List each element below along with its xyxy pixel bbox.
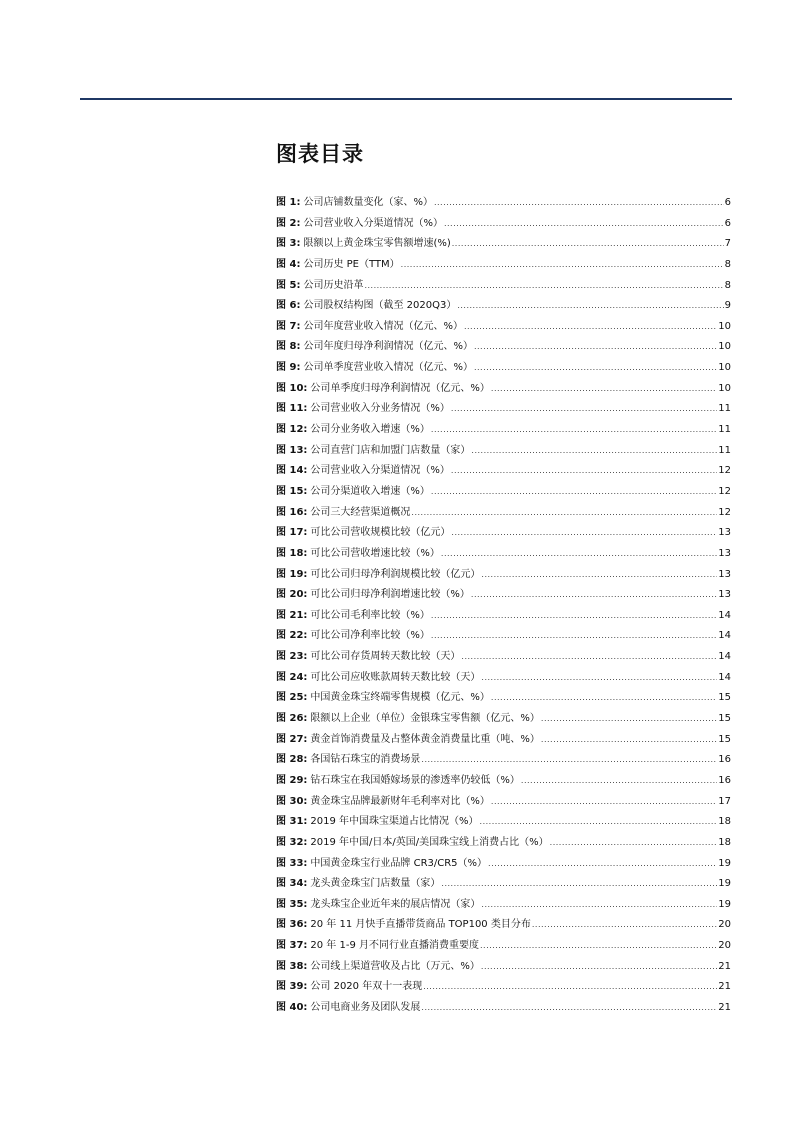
toc-dot-leader bbox=[431, 606, 717, 627]
toc-entry-page: 6 bbox=[724, 197, 731, 208]
toc-dot-leader bbox=[431, 420, 717, 441]
toc-entry[interactable] bbox=[276, 874, 731, 895]
toc-entry-text: 可比公司归母净利润增速比较（%） bbox=[310, 589, 470, 601]
toc-entry-page: 10 bbox=[718, 341, 731, 353]
toc-entry-text: 龙头黄金珠宝门店数量（家） bbox=[310, 878, 441, 890]
toc-entry[interactable] bbox=[276, 895, 731, 916]
toc-dot-leader bbox=[480, 812, 718, 833]
toc-entry-label: 图 21: bbox=[276, 609, 308, 621]
toc-dot-leader bbox=[550, 833, 718, 854]
toc-entry[interactable] bbox=[276, 214, 731, 235]
toc-entry-text: 公司分业务收入增速（%） bbox=[310, 424, 430, 436]
toc-dot-leader bbox=[444, 214, 724, 235]
toc-dot-leader bbox=[491, 379, 717, 400]
toc-entry-text: 各国钻石珠宝的消费场景 bbox=[310, 754, 421, 766]
toc-entry-label: 图 3: bbox=[276, 238, 301, 250]
toc-entry-page: 14 bbox=[718, 651, 731, 663]
toc-entry-text: 公司店铺数量变化（家、%） bbox=[303, 197, 433, 208]
toc-entry-text: 公司年度营业收入情况（亿元、%） bbox=[303, 320, 463, 332]
toc-dot-leader bbox=[481, 957, 717, 978]
toc-entry[interactable] bbox=[276, 998, 731, 1019]
toc-entry[interactable] bbox=[276, 544, 731, 565]
toc-entry-text: 龙头珠宝企业近年来的展店情况（家） bbox=[310, 898, 481, 910]
toc-entry-page: 13 bbox=[718, 589, 731, 601]
toc-entry-label: 图 33: bbox=[276, 857, 308, 869]
toc-entry-text: 20 年 11 月快手直播带货商品 TOP100 类目分布 bbox=[310, 919, 531, 931]
toc-entry-page: 19 bbox=[718, 857, 731, 869]
toc-entry-page: 15 bbox=[718, 713, 731, 725]
table-of-figures bbox=[276, 193, 731, 1019]
toc-entry-text: 20 年 1-9 月不同行业直播消费重要度 bbox=[310, 940, 479, 952]
toc-dot-leader bbox=[541, 709, 717, 730]
toc-entry[interactable] bbox=[276, 379, 731, 400]
toc-entry[interactable] bbox=[276, 771, 731, 792]
toc-dot-leader bbox=[451, 461, 717, 482]
toc-entry-page: 10 bbox=[718, 362, 731, 374]
toc-entry-page: 16 bbox=[718, 754, 731, 766]
toc-entry-label: 图 24: bbox=[276, 671, 308, 683]
toc-entry-label: 图 22: bbox=[276, 630, 308, 642]
toc-dot-leader bbox=[481, 668, 717, 689]
toc-entry-label: 图 11: bbox=[276, 403, 308, 415]
toc-dot-leader bbox=[452, 234, 724, 255]
toc-entry[interactable] bbox=[276, 792, 731, 813]
toc-entry-text: 公司电商业务及团队发展 bbox=[310, 1001, 421, 1013]
toc-entry-page: 10 bbox=[718, 320, 731, 332]
toc-entry-label: 图 35: bbox=[276, 898, 308, 910]
toc-entry-label: 图 2: bbox=[276, 217, 301, 229]
toc-entry-label: 图 27: bbox=[276, 733, 308, 745]
toc-entry-text: 可比公司应收账款周转天数比较（天） bbox=[310, 671, 481, 683]
toc-dot-leader bbox=[521, 771, 717, 792]
toc-entry-label: 图 28: bbox=[276, 754, 308, 766]
toc-entry[interactable] bbox=[276, 812, 731, 833]
toc-entry-label: 图 39: bbox=[276, 981, 308, 993]
toc-entry[interactable] bbox=[276, 668, 731, 689]
toc-entry-page: 15 bbox=[718, 692, 731, 704]
toc-entry[interactable] bbox=[276, 337, 731, 358]
toc-entry-page: 11 bbox=[718, 444, 731, 456]
toc-entry-page: 13 bbox=[718, 547, 731, 559]
toc-entry-text: 限额以上企业（单位）金银珠宝零售额（亿元、%） bbox=[310, 713, 540, 725]
toc-dot-leader bbox=[451, 399, 717, 420]
toc-entry-page: 7 bbox=[724, 238, 731, 250]
toc-entry-text: 公司营业收入分业务情况（%） bbox=[310, 403, 450, 415]
toc-entry-label: 图 16: bbox=[276, 506, 308, 518]
toc-entry[interactable] bbox=[276, 606, 731, 627]
toc-entry-text: 黄金首饰消费量及占整体黄金消费量比重（吨、%） bbox=[310, 733, 540, 745]
toc-entry[interactable] bbox=[276, 358, 731, 379]
toc-entry-text: 公司年度归母净利润情况（亿元、%） bbox=[303, 341, 473, 353]
toc-entry[interactable] bbox=[276, 461, 731, 482]
toc-entry-text: 公司三大经营渠道概况 bbox=[310, 506, 411, 518]
toc-entry-page: 21 bbox=[718, 1001, 731, 1013]
toc-entry[interactable] bbox=[276, 957, 731, 978]
toc-dot-leader bbox=[471, 441, 717, 462]
toc-entry-text: 公司单季度营业收入情况（亿元、%） bbox=[303, 362, 473, 374]
toc-entry-page: 18 bbox=[718, 816, 731, 828]
toc-entry-page: 8 bbox=[724, 279, 731, 291]
toc-entry-label: 图 10: bbox=[276, 382, 308, 394]
toc-dot-leader bbox=[532, 915, 717, 936]
toc-entry-page: 14 bbox=[718, 630, 731, 642]
toc-entry-text: 中国黄金珠宝终端零售规模（亿元、%） bbox=[310, 692, 490, 704]
toc-entry-label: 图 8: bbox=[276, 341, 301, 353]
toc-entry-text: 钻石珠宝在我国婚嫁场景的渗透率仍较低（%） bbox=[310, 774, 520, 786]
toc-entry-label: 图 14: bbox=[276, 465, 308, 477]
toc-entry-text: 公司股权结构图（截至 2020Q3） bbox=[303, 300, 457, 312]
toc-entry[interactable] bbox=[276, 482, 731, 503]
toc-entry-text: 公司线上渠道营收及占比（万元、%） bbox=[310, 960, 480, 972]
toc-dot-leader bbox=[488, 854, 717, 875]
toc-entry[interactable] bbox=[276, 915, 731, 936]
toc-entry-page: 21 bbox=[718, 960, 731, 972]
toc-entry[interactable] bbox=[276, 276, 731, 297]
toc-entry[interactable] bbox=[276, 234, 731, 255]
toc-dot-leader bbox=[411, 503, 717, 524]
toc-entry[interactable] bbox=[276, 626, 731, 647]
toc-dot-leader bbox=[474, 337, 717, 358]
toc-dot-leader bbox=[471, 585, 717, 606]
toc-entry[interactable] bbox=[276, 399, 731, 420]
toc-entry-page: 11 bbox=[718, 424, 731, 436]
toc-entry-label: 图 32: bbox=[276, 836, 308, 848]
toc-dot-leader bbox=[431, 626, 717, 647]
toc-entry-text: 可比公司营收规模比较（亿元） bbox=[310, 527, 451, 539]
header-rule bbox=[80, 98, 732, 100]
toc-entry-text: 可比公司存货周转天数比较（天） bbox=[310, 651, 461, 663]
toc-dot-leader bbox=[431, 482, 717, 503]
toc-entry-text: 2019 年中国/日本/英国/美国珠宝线上消费占比（%） bbox=[310, 836, 549, 848]
toc-entry-label: 图 26: bbox=[276, 713, 308, 725]
toc-entry-text: 限额以上黄金珠宝零售额增速(%) bbox=[303, 238, 451, 250]
toc-entry-page: 11 bbox=[718, 403, 731, 415]
toc-entry-label: 图 38: bbox=[276, 960, 308, 972]
toc-entry-page: 20 bbox=[718, 919, 731, 931]
toc-entry[interactable] bbox=[276, 193, 731, 214]
toc-entry-page: 19 bbox=[718, 878, 731, 890]
toc-entry-text: 中国黄金珠宝行业品牌 CR3/CR5（%） bbox=[310, 857, 488, 869]
toc-entry[interactable] bbox=[276, 317, 731, 338]
toc-entry[interactable] bbox=[276, 688, 731, 709]
toc-dot-leader bbox=[421, 998, 717, 1019]
toc-entry[interactable] bbox=[276, 647, 731, 668]
toc-entry[interactable] bbox=[276, 255, 731, 276]
toc-entry-label: 图 1: bbox=[276, 197, 301, 208]
toc-entry-text: 可比公司营收增速比较（%） bbox=[310, 547, 440, 559]
toc-entry-label: 图 17: bbox=[276, 527, 308, 539]
toc-entry-page: 9 bbox=[724, 300, 731, 312]
toc-entry-label: 图 18: bbox=[276, 547, 308, 559]
toc-entry-page: 6 bbox=[724, 217, 731, 229]
toc-entry-label: 图 6: bbox=[276, 300, 301, 312]
toc-entry[interactable] bbox=[276, 523, 731, 544]
toc-entry[interactable] bbox=[276, 503, 731, 524]
toc-entry-label: 图 7: bbox=[276, 320, 301, 332]
toc-entry-label: 图 15: bbox=[276, 485, 308, 497]
toc-entry-label: 图 36: bbox=[276, 919, 308, 931]
toc-entry-page: 12 bbox=[718, 506, 731, 518]
toc-entry[interactable] bbox=[276, 585, 731, 606]
toc-entry[interactable] bbox=[276, 420, 731, 441]
toc-entry-text: 可比公司毛利率比较（%） bbox=[310, 609, 430, 621]
toc-entry[interactable] bbox=[276, 854, 731, 875]
toc-entry-page: 8 bbox=[724, 258, 731, 270]
toc-dot-leader bbox=[434, 193, 724, 214]
toc-dot-leader bbox=[423, 977, 717, 998]
toc-entry-text: 黄金珠宝品牌最新财年毛利率对比（%） bbox=[310, 795, 490, 807]
toc-entry-text: 公司 2020 年双十一表现 bbox=[310, 981, 423, 993]
toc-dot-leader bbox=[480, 936, 717, 957]
toc-entry-text: 公司分渠道收入增速（%） bbox=[310, 485, 430, 497]
toc-dot-leader bbox=[464, 317, 717, 338]
toc-entry-text: 公司直营门店和加盟门店数量（家） bbox=[310, 444, 471, 456]
toc-entry-text: 公司营业收入分渠道情况（%） bbox=[310, 465, 450, 477]
toc-entry-label: 图 20: bbox=[276, 589, 308, 601]
toc-entry[interactable] bbox=[276, 565, 731, 586]
toc-dot-leader bbox=[491, 688, 717, 709]
toc-entry-page: 18 bbox=[718, 836, 731, 848]
toc-entry-text: 可比公司归母净利润规模比较（亿元） bbox=[310, 568, 481, 580]
toc-dot-leader bbox=[541, 730, 717, 751]
toc-entry[interactable] bbox=[276, 833, 731, 854]
toc-entry-page: 17 bbox=[718, 795, 731, 807]
toc-dot-leader bbox=[491, 792, 717, 813]
toc-entry-page: 14 bbox=[718, 609, 731, 621]
toc-entry-text: 可比公司净利率比较（%） bbox=[310, 630, 430, 642]
toc-entry[interactable] bbox=[276, 441, 731, 462]
toc-entry-label: 图 31: bbox=[276, 816, 308, 828]
toc-entry-label: 图 34: bbox=[276, 878, 308, 890]
page-title: 图表目录 bbox=[276, 142, 364, 166]
toc-entry-label: 图 30: bbox=[276, 795, 308, 807]
toc-entry-page: 21 bbox=[718, 981, 731, 993]
toc-entry-label: 图 23: bbox=[276, 651, 308, 663]
toc-entry-label: 图 29: bbox=[276, 774, 308, 786]
toc-entry-text: 公司单季度归母净利润情况（亿元、%） bbox=[310, 382, 490, 394]
toc-entry-page: 13 bbox=[718, 527, 731, 539]
toc-entry-text: 2019 年中国珠宝渠道占比情况（%） bbox=[310, 816, 479, 828]
toc-entry-label: 图 40: bbox=[276, 1001, 308, 1013]
toc-entry-page: 20 bbox=[718, 940, 731, 952]
toc-entry-page: 12 bbox=[718, 485, 731, 497]
toc-entry-page: 15 bbox=[718, 733, 731, 745]
toc-entry-label: 图 25: bbox=[276, 692, 308, 704]
toc-dot-leader bbox=[481, 565, 717, 586]
toc-entry[interactable] bbox=[276, 296, 731, 317]
toc-entry-label: 图 37: bbox=[276, 940, 308, 952]
toc-dot-leader bbox=[421, 750, 717, 771]
toc-entry-page: 14 bbox=[718, 671, 731, 683]
toc-entry-label: 图 19: bbox=[276, 568, 308, 580]
toc-dot-leader bbox=[401, 255, 724, 276]
toc-dot-leader bbox=[481, 895, 717, 916]
toc-entry-label: 图 12: bbox=[276, 424, 308, 436]
toc-dot-leader bbox=[474, 358, 717, 379]
toc-entry[interactable] bbox=[276, 977, 731, 998]
toc-entry-page: 19 bbox=[718, 898, 731, 910]
toc-dot-leader bbox=[364, 276, 723, 297]
toc-dot-leader bbox=[461, 647, 717, 668]
toc-entry[interactable] bbox=[276, 936, 731, 957]
toc-entry-text: 公司历史沿革 bbox=[303, 279, 364, 291]
toc-entry-page: 13 bbox=[718, 568, 731, 580]
toc-entry-text: 公司历史 PE（TTM） bbox=[303, 258, 400, 270]
toc-entry[interactable] bbox=[276, 750, 731, 771]
toc-entry-label: 图 5: bbox=[276, 279, 301, 291]
toc-entry-label: 图 13: bbox=[276, 444, 308, 456]
toc-entry-page: 10 bbox=[718, 382, 731, 394]
toc-dot-leader bbox=[441, 874, 717, 895]
toc-entry-label: 图 9: bbox=[276, 362, 301, 374]
toc-entry-label: 图 4: bbox=[276, 258, 301, 270]
toc-dot-leader bbox=[457, 296, 723, 317]
toc-dot-leader bbox=[451, 523, 717, 544]
toc-entry[interactable] bbox=[276, 730, 731, 751]
toc-entry[interactable] bbox=[276, 709, 731, 730]
toc-dot-leader bbox=[441, 544, 717, 565]
toc-entry-text: 公司营业收入分渠道情况（%） bbox=[303, 217, 443, 229]
toc-entry-page: 12 bbox=[718, 465, 731, 477]
toc-entry-page: 16 bbox=[718, 774, 731, 786]
